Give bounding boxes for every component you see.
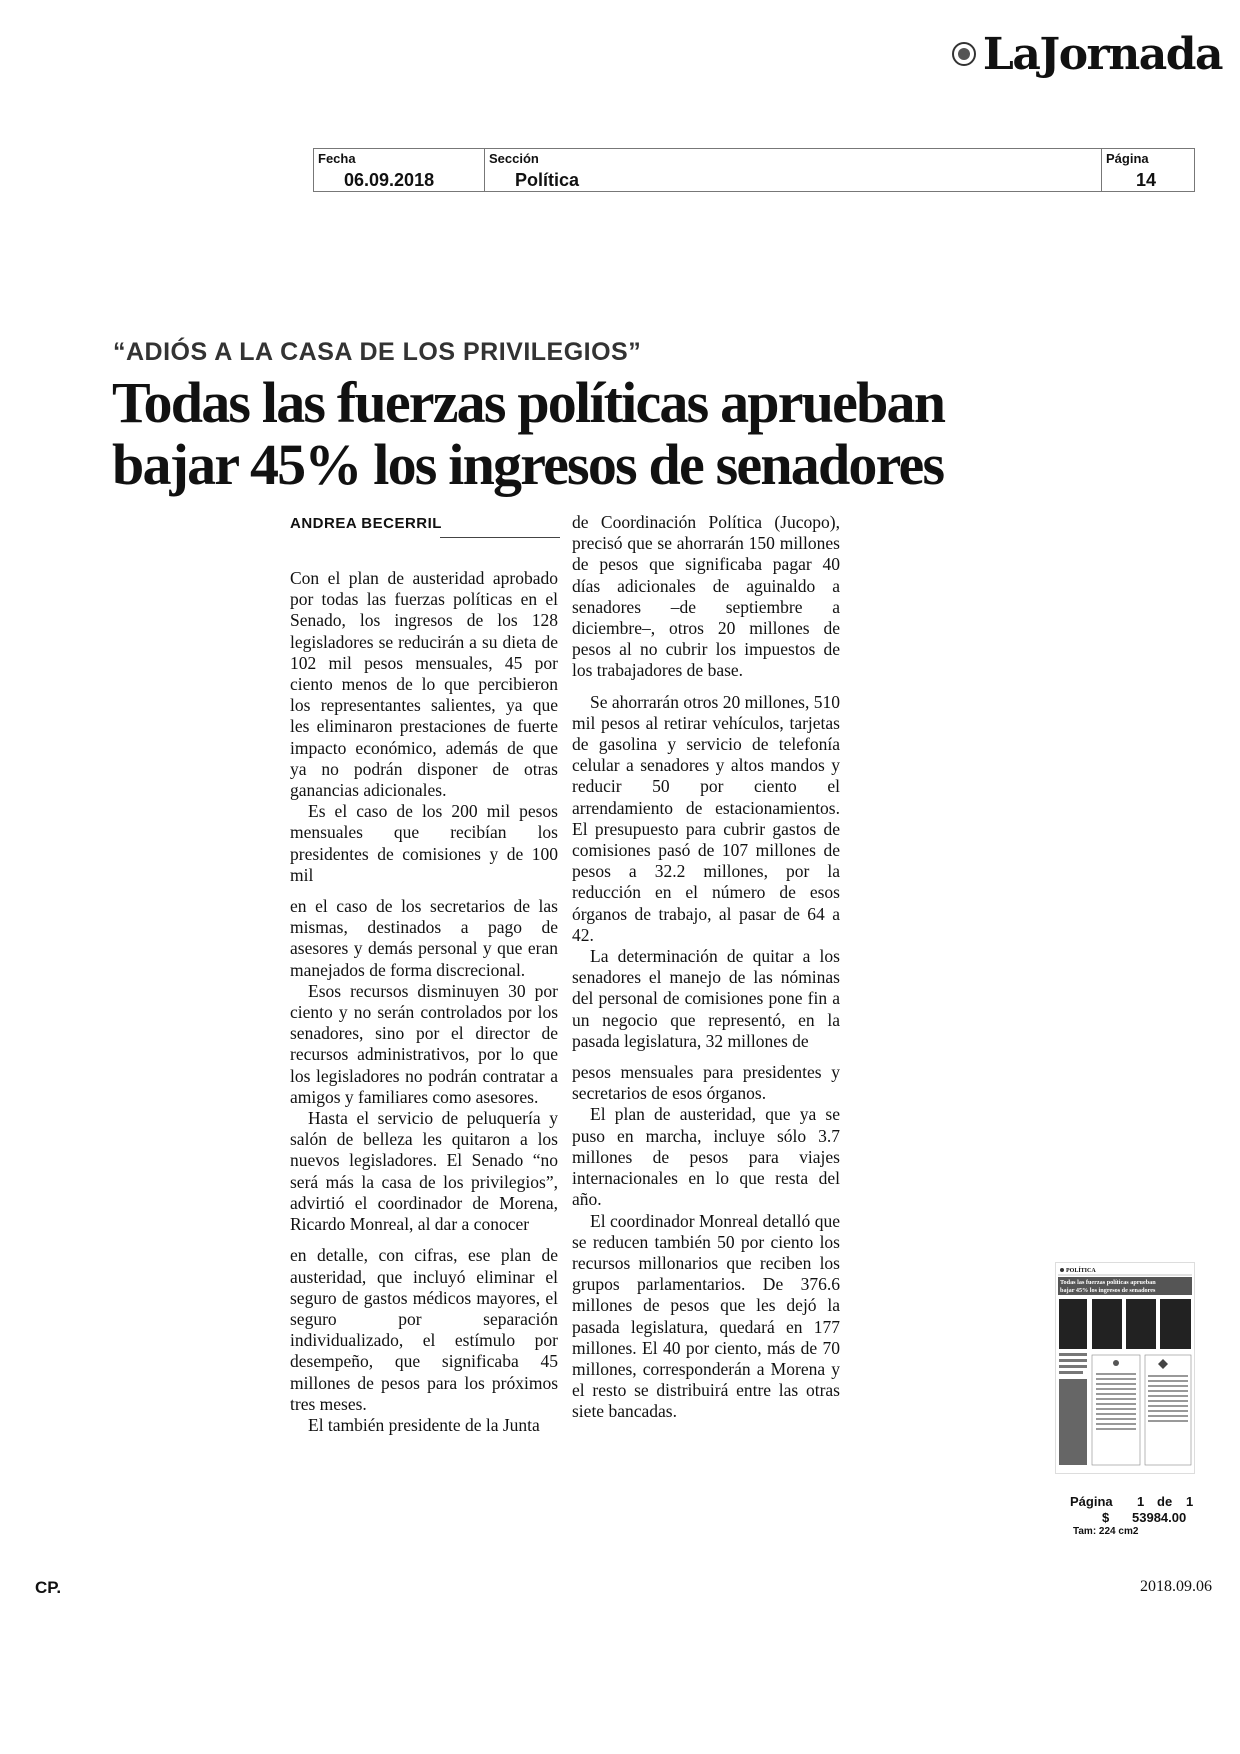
stats-page-row <box>1070 1494 1200 1510</box>
byline: ANDREA BECERRIL <box>290 515 442 532</box>
seccion-cell <box>485 149 1093 191</box>
article-headline <box>112 372 1112 496</box>
article-kicker: “ADIÓS A LA CASA DE LOS PRIVILEGIOS” <box>113 338 642 366</box>
page-thumbnail <box>1055 1262 1195 1474</box>
article-column-2 <box>572 512 840 1423</box>
stats-amount: 53984.00 <box>1132 1510 1187 1525</box>
stats-size: Tam: 224 cm2 <box>1073 1526 1139 1537</box>
paragraph: en el caso de los secretarios de las mismas, destinados a pago de asesores y demás personal y que eran manejados de forma discrecional. <box>290 896 558 980</box>
paragraph: Es el caso de los 200 mil pesos mensuales que recibían los presidentes de comisiones y de 100 mil <box>290 801 558 885</box>
footer-date: 2018.09.06 <box>1140 1578 1212 1595</box>
fecha-label: Fecha <box>318 151 356 166</box>
stats-de: de <box>1157 1494 1173 1509</box>
paragraph: pesos mensuales para presidentes y secretarios de esos órganos. <box>572 1062 840 1104</box>
stats-amount-row <box>1070 1510 1200 1526</box>
stats-page-total: 1 <box>1186 1494 1194 1509</box>
stats-page-num: 1 <box>1137 1494 1145 1509</box>
pagina-cell <box>1102 149 1194 191</box>
thumb-section: POLÍTICA <box>1066 1268 1096 1274</box>
paragraph: El plan de austeridad, que ya se puso en marcha, incluye sólo 3.7 millones de pesos para viajes internacionales en lo que resta del año. <box>572 1104 840 1210</box>
paragraph: Con el plan de austeridad aprobado por todas las fuerzas políticas en el Senado, los ingresos de los 128 legisladores se reducirán a su dieta de 102 mil pesos mensuales, 45 por ciento menos de lo que percibieron los representantes salientes, ya que les eliminaron prestaciones de fuerte impacto económico, además de que ya no podrán disponer de otras ganancias adicionales. <box>290 568 558 801</box>
logo-text: LaJornada <box>982 28 1222 80</box>
paragraph: de Coordinación Política (Jucopo), precisó que se ahorrarán 150 millones de pesos que significaba pagar 40 días adicionales de aguinaldo a senadores –de septiembre a diciembre–, otros 20 millones de pesos al no cubrir los impuestos de los trabajadores de base. <box>572 512 840 681</box>
newspaper-logo <box>922 22 1222 86</box>
paragraph: Esos recursos disminuyen 30 por ciento y no serán controlados por los senadores, sino por el director de recursos administrativos, por lo que los legisladores no podrán contratar a amigos y familiares como asesores. <box>290 980 558 1107</box>
headline-line-1: Todas las fuerzas políticas aprueban <box>112 370 945 435</box>
sun-emblem-icon <box>951 41 977 67</box>
fecha-cell <box>314 149 484 191</box>
seccion-label: Sección <box>489 151 539 166</box>
stats-currency: $ <box>1102 1510 1110 1525</box>
thumb-headline-2: bajar 45% los ingresos de senadores <box>1060 1287 1156 1294</box>
pagina-label: Página <box>1106 151 1149 166</box>
paragraph: La determinación de quitar a los senadores el manejo de las nóminas del personal de comisiones pone fin a un negocio que representó, en la pasada legislatura, 32 millones de <box>572 946 840 1051</box>
clipping-metadata <box>313 148 1195 192</box>
footer-left-mark: CP. <box>35 1578 62 1597</box>
stats-page-label: Página <box>1070 1494 1113 1509</box>
paragraph: El también presidente de la Junta <box>308 1414 540 1435</box>
thumb-headline-1: Todas las fuerzas políticas aprueban <box>1060 1279 1156 1286</box>
clipping-stats <box>1070 1494 1200 1538</box>
paragraph: en detalle, con cifras, ese plan de austeridad, que incluyó eliminar el seguro de gastos médicos mayores, el seguro por separación individualizado, el estímulo por desempeño, que significaba 45 millones de pesos para los próximos tres meses. <box>290 1245 558 1414</box>
fecha-value: 06.09.2018 <box>344 170 435 190</box>
page-thumbnail-image <box>1056 1263 1194 1473</box>
paragraph: Hasta el servicio de peluquería y salón de belleza les quitaron a los nuevos legisladores. El Senado “no será más la casa de los privilegios”, advirtió el coordinador de Morena, Ricardo Monreal, al dar a conocer <box>290 1108 558 1235</box>
paragraph: Se ahorrarán otros 20 millones, 510 mil pesos al retirar vehículos, tarjetas de gasolina y servicio de telefonía celular a senadores y altos mandos y reducir 50 por ciento el arrendamiento de estacionamientos. El presupuesto para cubrir gastos de comisiones pasó de 107 millones de pesos a 32.2 millones, por la reducción en el número de esos órganos de trabajo, al pasar de 64 a 42. <box>572 691 840 945</box>
article-column-1 <box>290 568 558 1436</box>
byline-rule <box>440 537 560 538</box>
stats-size-row <box>1070 1526 1200 1538</box>
paragraph: El coordinador Monreal detalló que se reducen también 50 por ciento los recursos millonarios que reciben los grupos parlamentarios. De 376.6 millones de pesos que les dejó la pasada legislatura, quedará en 177 millones. El 40 por ciento, más de 70 millones, corresponderán a Morena y el resto se distribuirá entre las otras siete bancadas. <box>572 1210 840 1422</box>
seccion-value: Política <box>515 170 580 190</box>
pagina-value: 14 <box>1136 170 1157 190</box>
headline-line-2: bajar 45% los ingresos de senadores <box>112 432 944 497</box>
